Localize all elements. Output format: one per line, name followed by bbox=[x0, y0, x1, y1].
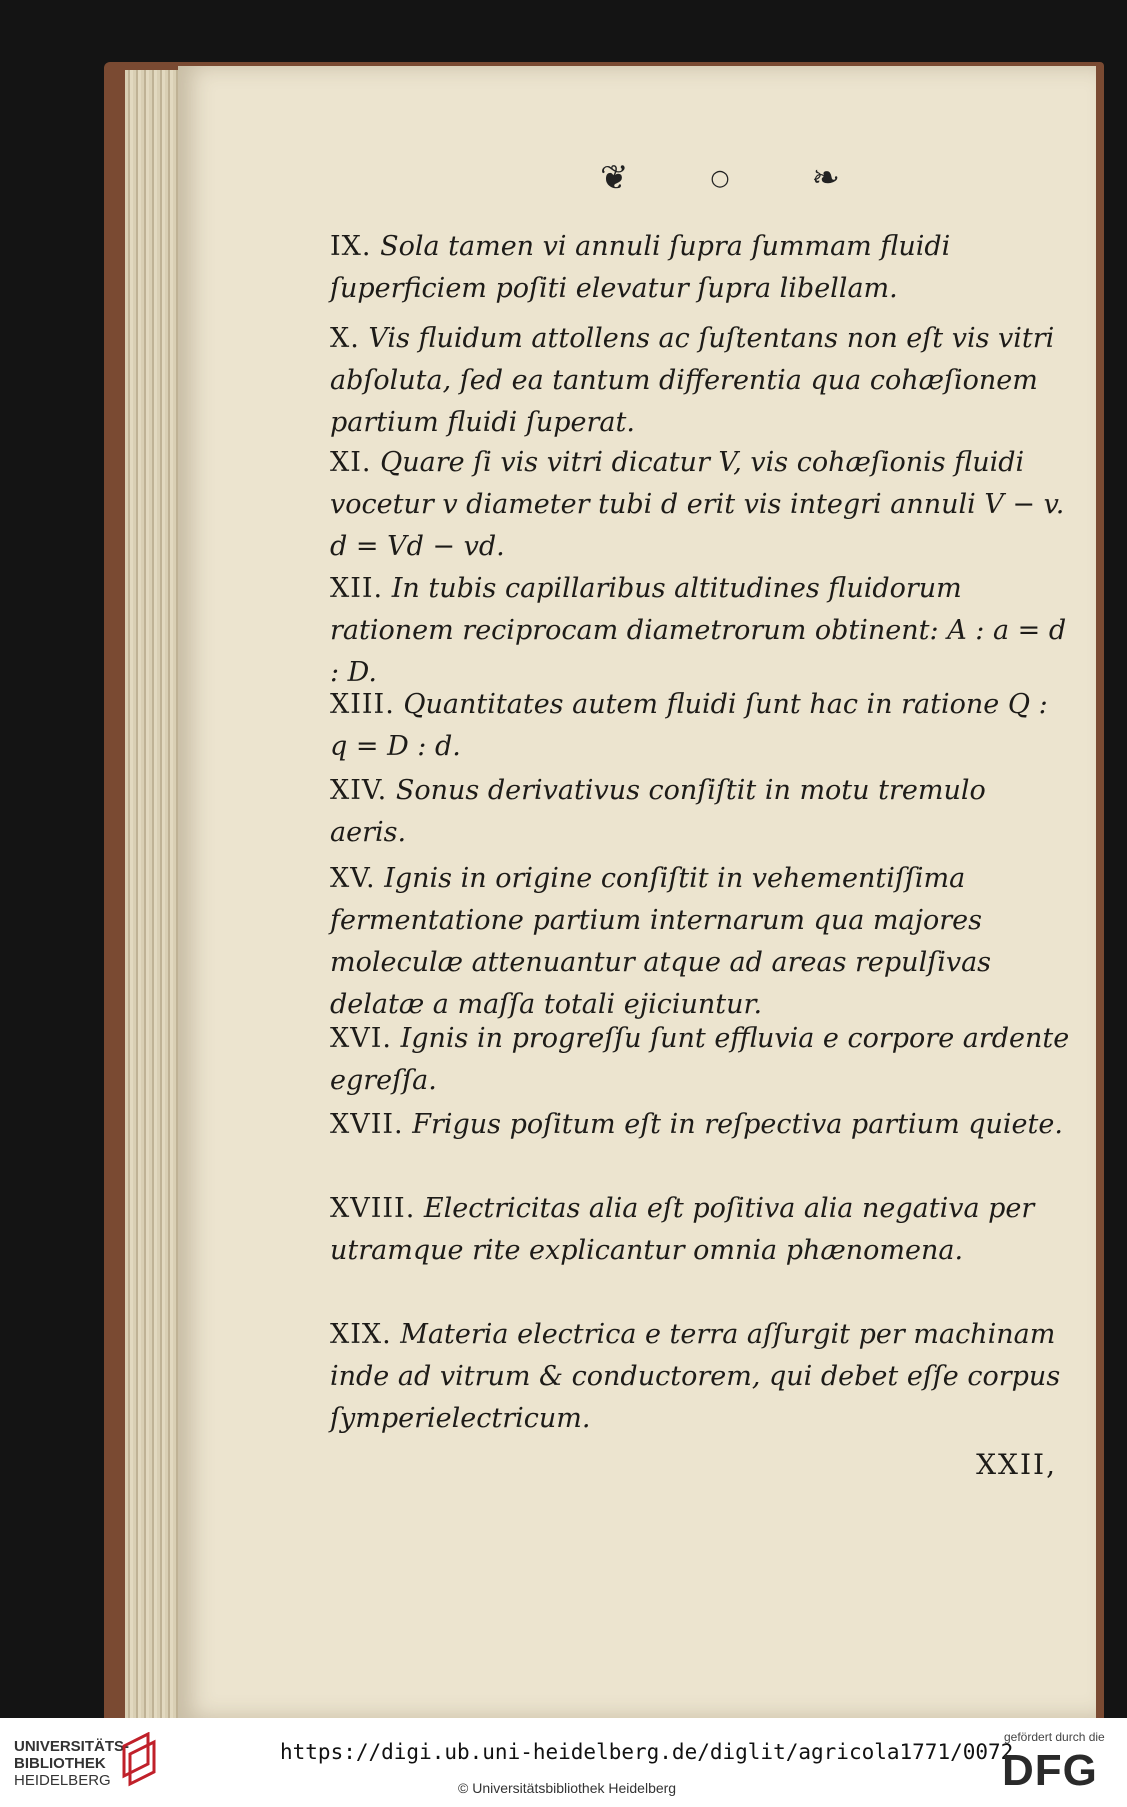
library-logo[interactable] bbox=[14, 1738, 134, 1789]
paragraph-number: XIX. bbox=[330, 1319, 392, 1350]
paragraph-number: IX. bbox=[330, 231, 372, 262]
header-ornament bbox=[600, 158, 840, 198]
paragraph-xix bbox=[330, 1314, 1070, 1440]
paragraph-number: XI. bbox=[330, 447, 372, 478]
library-name-line3: HEIDELBERG bbox=[14, 1772, 111, 1789]
paragraph-text: Sonus derivativus conſiſtit in motu tremulo aeris. bbox=[330, 775, 986, 848]
paragraph-text: Materia electrica e terra aſſurgit per machinam inde ad vitrum & conductorem, qui debet eſſe corpus ſymperielectricum. bbox=[330, 1319, 1061, 1434]
copyright-notice: © Universitätsbibliothek Heidelberg bbox=[458, 1780, 677, 1796]
ornament-left-icon: ❦ bbox=[600, 158, 629, 198]
paragraph-text: In tubis capillaribus altitudines fluidorum rationem reciprocam diametrorum obtinent: A : a = d : D. bbox=[330, 573, 1067, 688]
permalink-url[interactable]: https://digi.ub.uni-heidelberg.de/diglit/agricola1771/0072 bbox=[280, 1740, 1014, 1764]
catchword: XXII, bbox=[976, 1448, 1057, 1481]
paragraph-xiii bbox=[330, 684, 1070, 768]
paragraph-xv bbox=[330, 858, 1070, 1026]
library-logo-icon bbox=[120, 1732, 156, 1788]
paragraph-text: Frigus poſitum eſt in reſpectiva partium quiete. bbox=[412, 1109, 1063, 1140]
ornament-right-icon: ❧ bbox=[811, 158, 840, 198]
paragraph-ix bbox=[330, 226, 1070, 310]
library-name-line1: UNIVERSITÄTS- bbox=[14, 1738, 130, 1755]
footer-bar bbox=[0, 1718, 1127, 1807]
paragraph-number: XVI. bbox=[330, 1023, 392, 1054]
paragraph-number: XVIII. bbox=[330, 1193, 416, 1224]
paragraph-text: Quare ſi vis vitri dicatur V, vis cohæſionis fluidi vocetur v diameter tubi d erit vis integri annuli V − v. d = Vd − vd. bbox=[330, 447, 1065, 562]
paragraph-x bbox=[330, 318, 1070, 444]
paragraph-xi bbox=[330, 442, 1070, 568]
paragraph-number: XV. bbox=[330, 863, 376, 894]
funding-note: gefördert durch die bbox=[1004, 1730, 1105, 1744]
paragraph-number: XII. bbox=[330, 573, 384, 604]
paragraph-text: Ignis in origine conſiſtit in vehementiſſima fermentatione partium internarum qua majores moleculæ attenuantur atque ad areas repulſivas delatæ a maſſa totali ejiciuntur. bbox=[330, 863, 992, 1020]
paragraph-number: XIV. bbox=[330, 775, 388, 806]
paragraph-text: Sola tamen vi annuli ſupra ſummam fluidi ſuperficiem poſiti elevatur ſupra libellam. bbox=[330, 231, 951, 304]
paragraph-xviii bbox=[330, 1188, 1070, 1272]
paragraph-xiv bbox=[330, 770, 1070, 854]
paragraph-number: XVII. bbox=[330, 1109, 404, 1140]
ornament-center-icon: ○ bbox=[710, 165, 730, 191]
paragraph-number: X. bbox=[330, 323, 360, 354]
paragraph-text: Vis fluidum attollens ac ſuſtentans non eſt vis vitri abſoluta, ſed ea tantum differentia qua cohæſionem partium fluidi ſuperat. bbox=[330, 323, 1055, 438]
paragraph-number: XIII. bbox=[330, 689, 395, 720]
library-name-line2: BIBLIOTHEK bbox=[14, 1755, 106, 1772]
dfg-logo[interactable]: DFG bbox=[1002, 1746, 1098, 1795]
paragraph-text: Electricitas alia eſt poſitiva alia negativa per utramque rite explicantur omnia phænomena. bbox=[330, 1193, 1035, 1266]
paragraph-text: Ignis in progreſſu ſunt effluvia e corpore ardente egreſſa. bbox=[330, 1023, 1070, 1096]
paragraph-xii bbox=[330, 568, 1070, 694]
paragraph-xvii bbox=[330, 1104, 1070, 1146]
paragraph-xvi bbox=[330, 1018, 1070, 1102]
paragraph-text: Quantitates autem fluidi ſunt hac in ratione Q : q = D : d. bbox=[330, 689, 1048, 762]
